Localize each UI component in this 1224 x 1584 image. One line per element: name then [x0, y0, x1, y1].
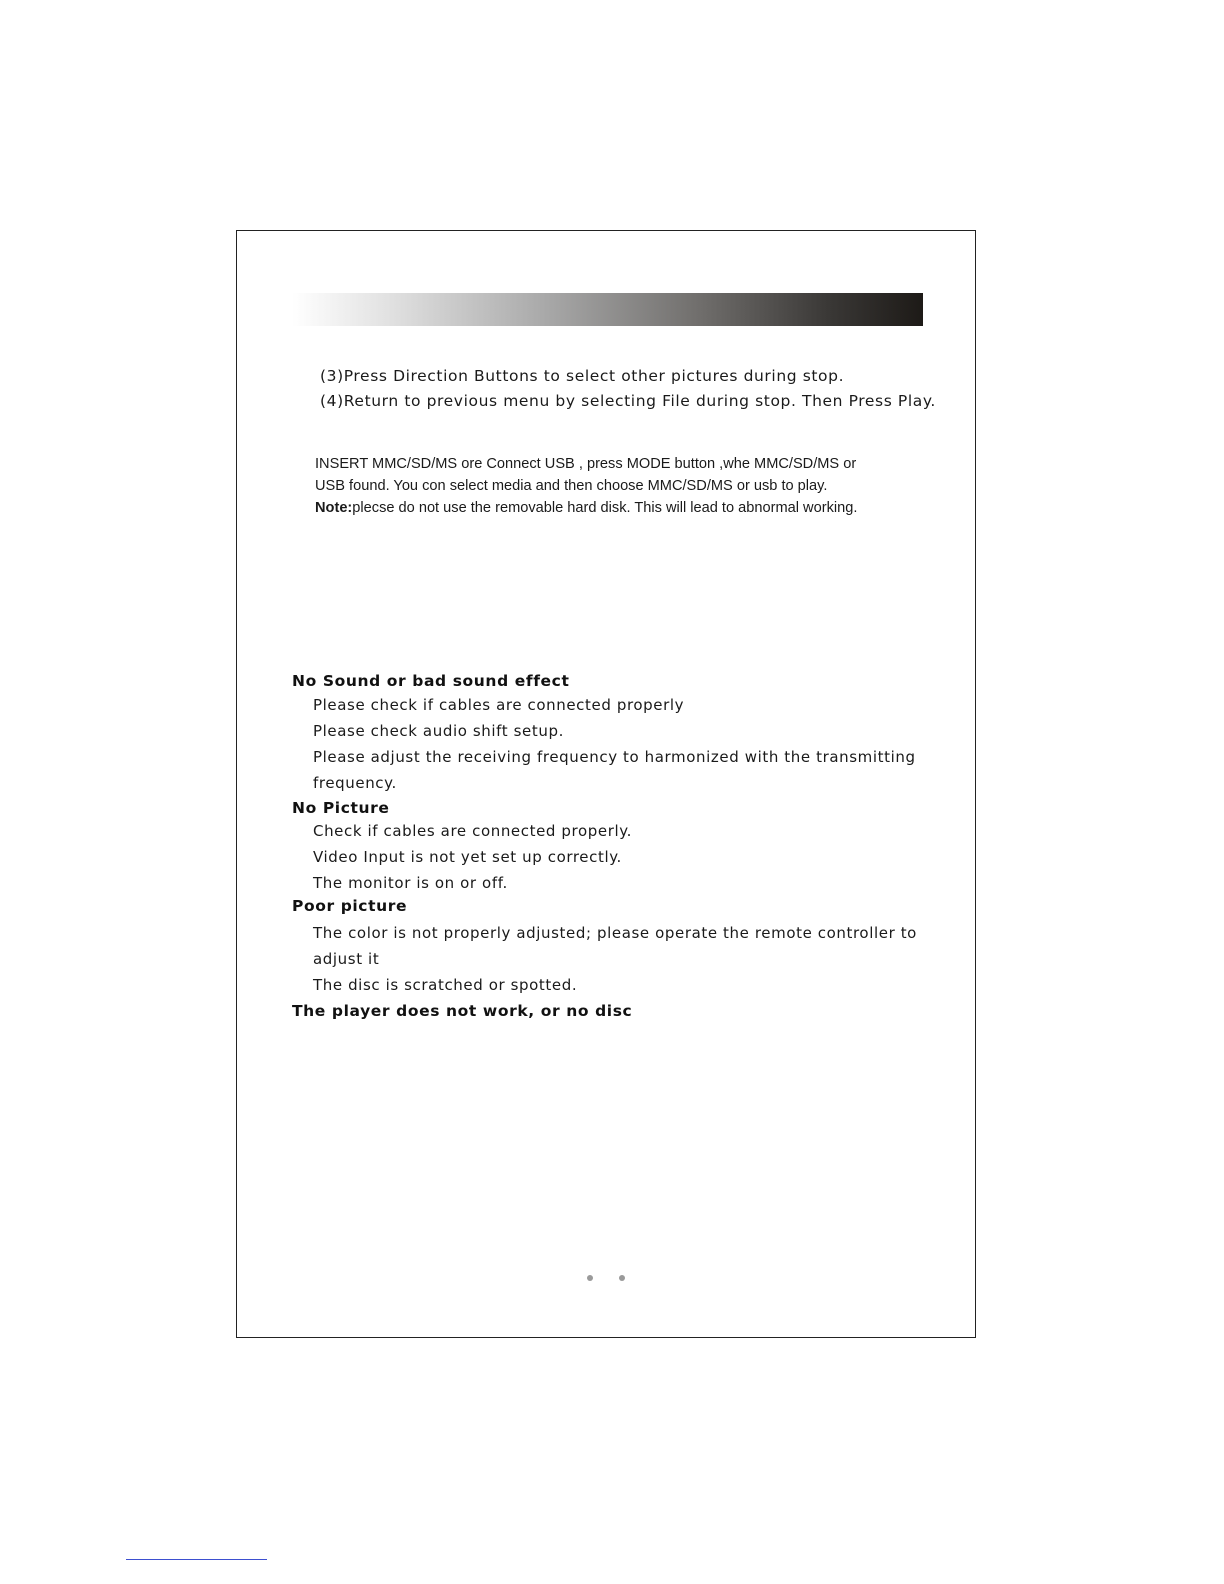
- list-item: The disc is scratched or spotted.: [313, 976, 578, 994]
- list-item: Video Input is not yet set up correctly.: [313, 848, 622, 866]
- footer-rule: [126, 1559, 267, 1560]
- heading-no-sound: No Sound or bad sound effect: [292, 672, 570, 690]
- step-3: (3)Press Direction Buttons to select other pictures during stop.: [320, 367, 845, 385]
- list-item: The monitor is on or off.: [313, 874, 508, 892]
- page-number-dot: [619, 1275, 625, 1281]
- list-item: frequency.: [313, 774, 397, 792]
- heading-poor-picture: Poor picture: [292, 897, 408, 915]
- note-label: Note:: [315, 500, 353, 516]
- list-item: The color is not properly adjusted; please operate the remote controller to: [313, 924, 917, 942]
- usb-line-1: INSERT MMC/SD/MS ore Connect USB , press MODE button ,whe MMC/SD/MS or: [315, 456, 857, 472]
- list-item: Please check audio shift setup.: [313, 722, 564, 740]
- usb-instructions: [315, 453, 935, 519]
- list-item: Please check if cables are connected properly: [313, 696, 685, 714]
- list-item: Please adjust the receiving frequency to harmonized with the transmitting: [313, 748, 916, 766]
- list-item: Check if cables are connected properly.: [313, 822, 632, 840]
- usb-line-2: USB found. You con select media and then choose MMC/SD/MS or usb to play.: [315, 478, 828, 494]
- step-4: (4)Return to previous menu by selecting File during stop. Then Press Play.: [320, 392, 936, 410]
- section-header-bar: [292, 293, 923, 326]
- note-text: plecse do not use the removable hard disk. This will lead to abnormal working.: [352, 500, 858, 516]
- usb-note: [315, 497, 935, 519]
- heading-no-picture: No Picture: [292, 799, 390, 817]
- heading-player-not-working: The player does not work, or no disc: [292, 1002, 633, 1020]
- page-number-dot: [587, 1275, 593, 1281]
- list-item: adjust it: [313, 950, 380, 968]
